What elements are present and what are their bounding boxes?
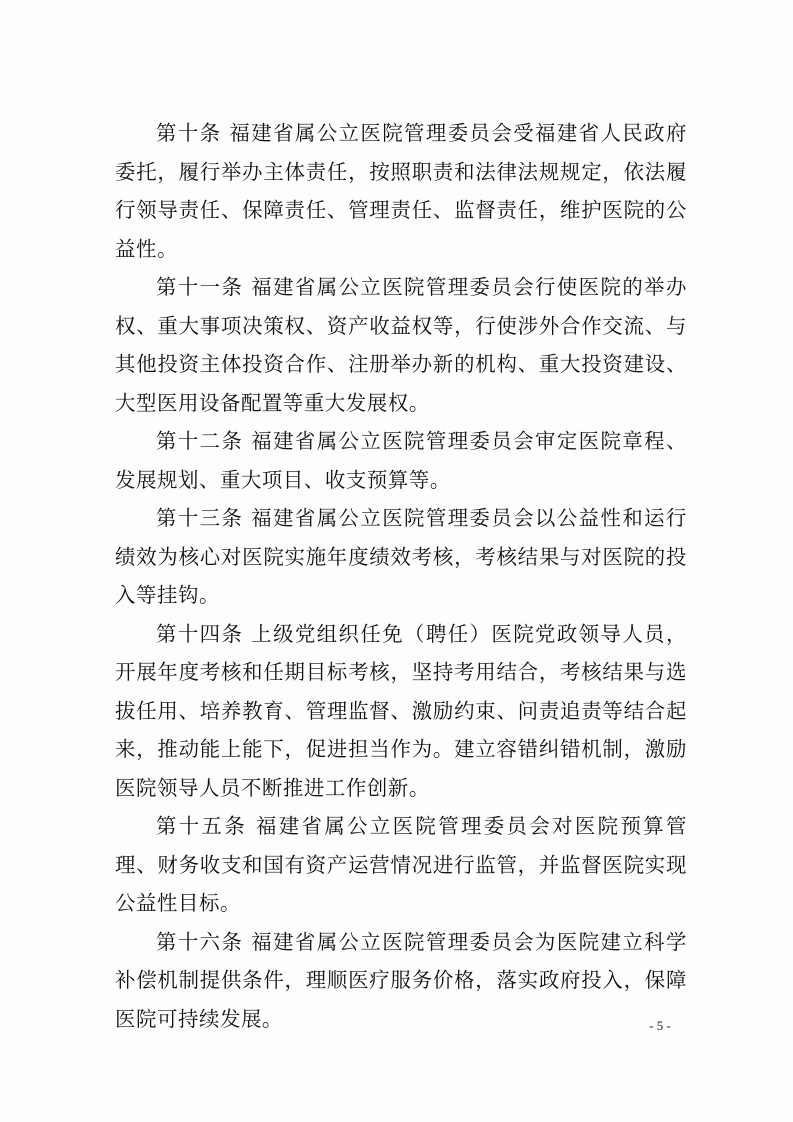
article-14-paragraph: 第十四条 上级党组织任免（聘任）医院党政领导人员，开展年度考核和任期目标考核，坚持考用结合，考核结果与选拔任用、培养教育、管理监督、激励约束、问责追责等结合起来，推动能上能下，促进担当作为。建立容错纠错机制，激励医院领导人员不断推进工作创新。: [115, 621, 687, 800]
article-11-paragraph: 第十一条 福建省属公立医院管理委员会行使医院的举办权、重大事项决策权、资产收益权等，行使涉外合作交流、与其他投资主体投资合作、注册举办新的机构、重大投资建设、大型医用设备配置等重大发展权。: [115, 275, 687, 415]
article-16-paragraph: 第十六条 福建省属公立医院管理委员会为医院建立科学补偿机制提供条件，理顺医疗服务价格，落实政府投入，保障医院可持续发展。: [115, 929, 687, 1031]
article-13-paragraph: 第十三条 福建省属公立医院管理委员会以公益性和运行绩效为核心对医院实施年度绩效考核，考核结果与对医院的投入等挂钩。: [115, 506, 687, 607]
document-body: [115, 114, 687, 1038]
page-number: - 5 -: [649, 1018, 671, 1033]
article-15-paragraph: 第十五条 福建省属公立医院管理委员会对医院预算管理、财务收支和国有资产运营情况进行监管，并监督医院实现公益性目标。: [115, 814, 687, 915]
article-10-paragraph: 第十条 福建省属公立医院管理委员会受福建省人民政府委托，履行举办主体责任，按照职责和法律法规规定，依法履行领导责任、保障责任、管理责任、监督责任，维护医院的公益性。: [115, 121, 687, 261]
article-12-paragraph: 第十二条 福建省属公立医院管理委员会审定医院章程、发展规划、重大项目、收支预算等。: [115, 429, 687, 492]
